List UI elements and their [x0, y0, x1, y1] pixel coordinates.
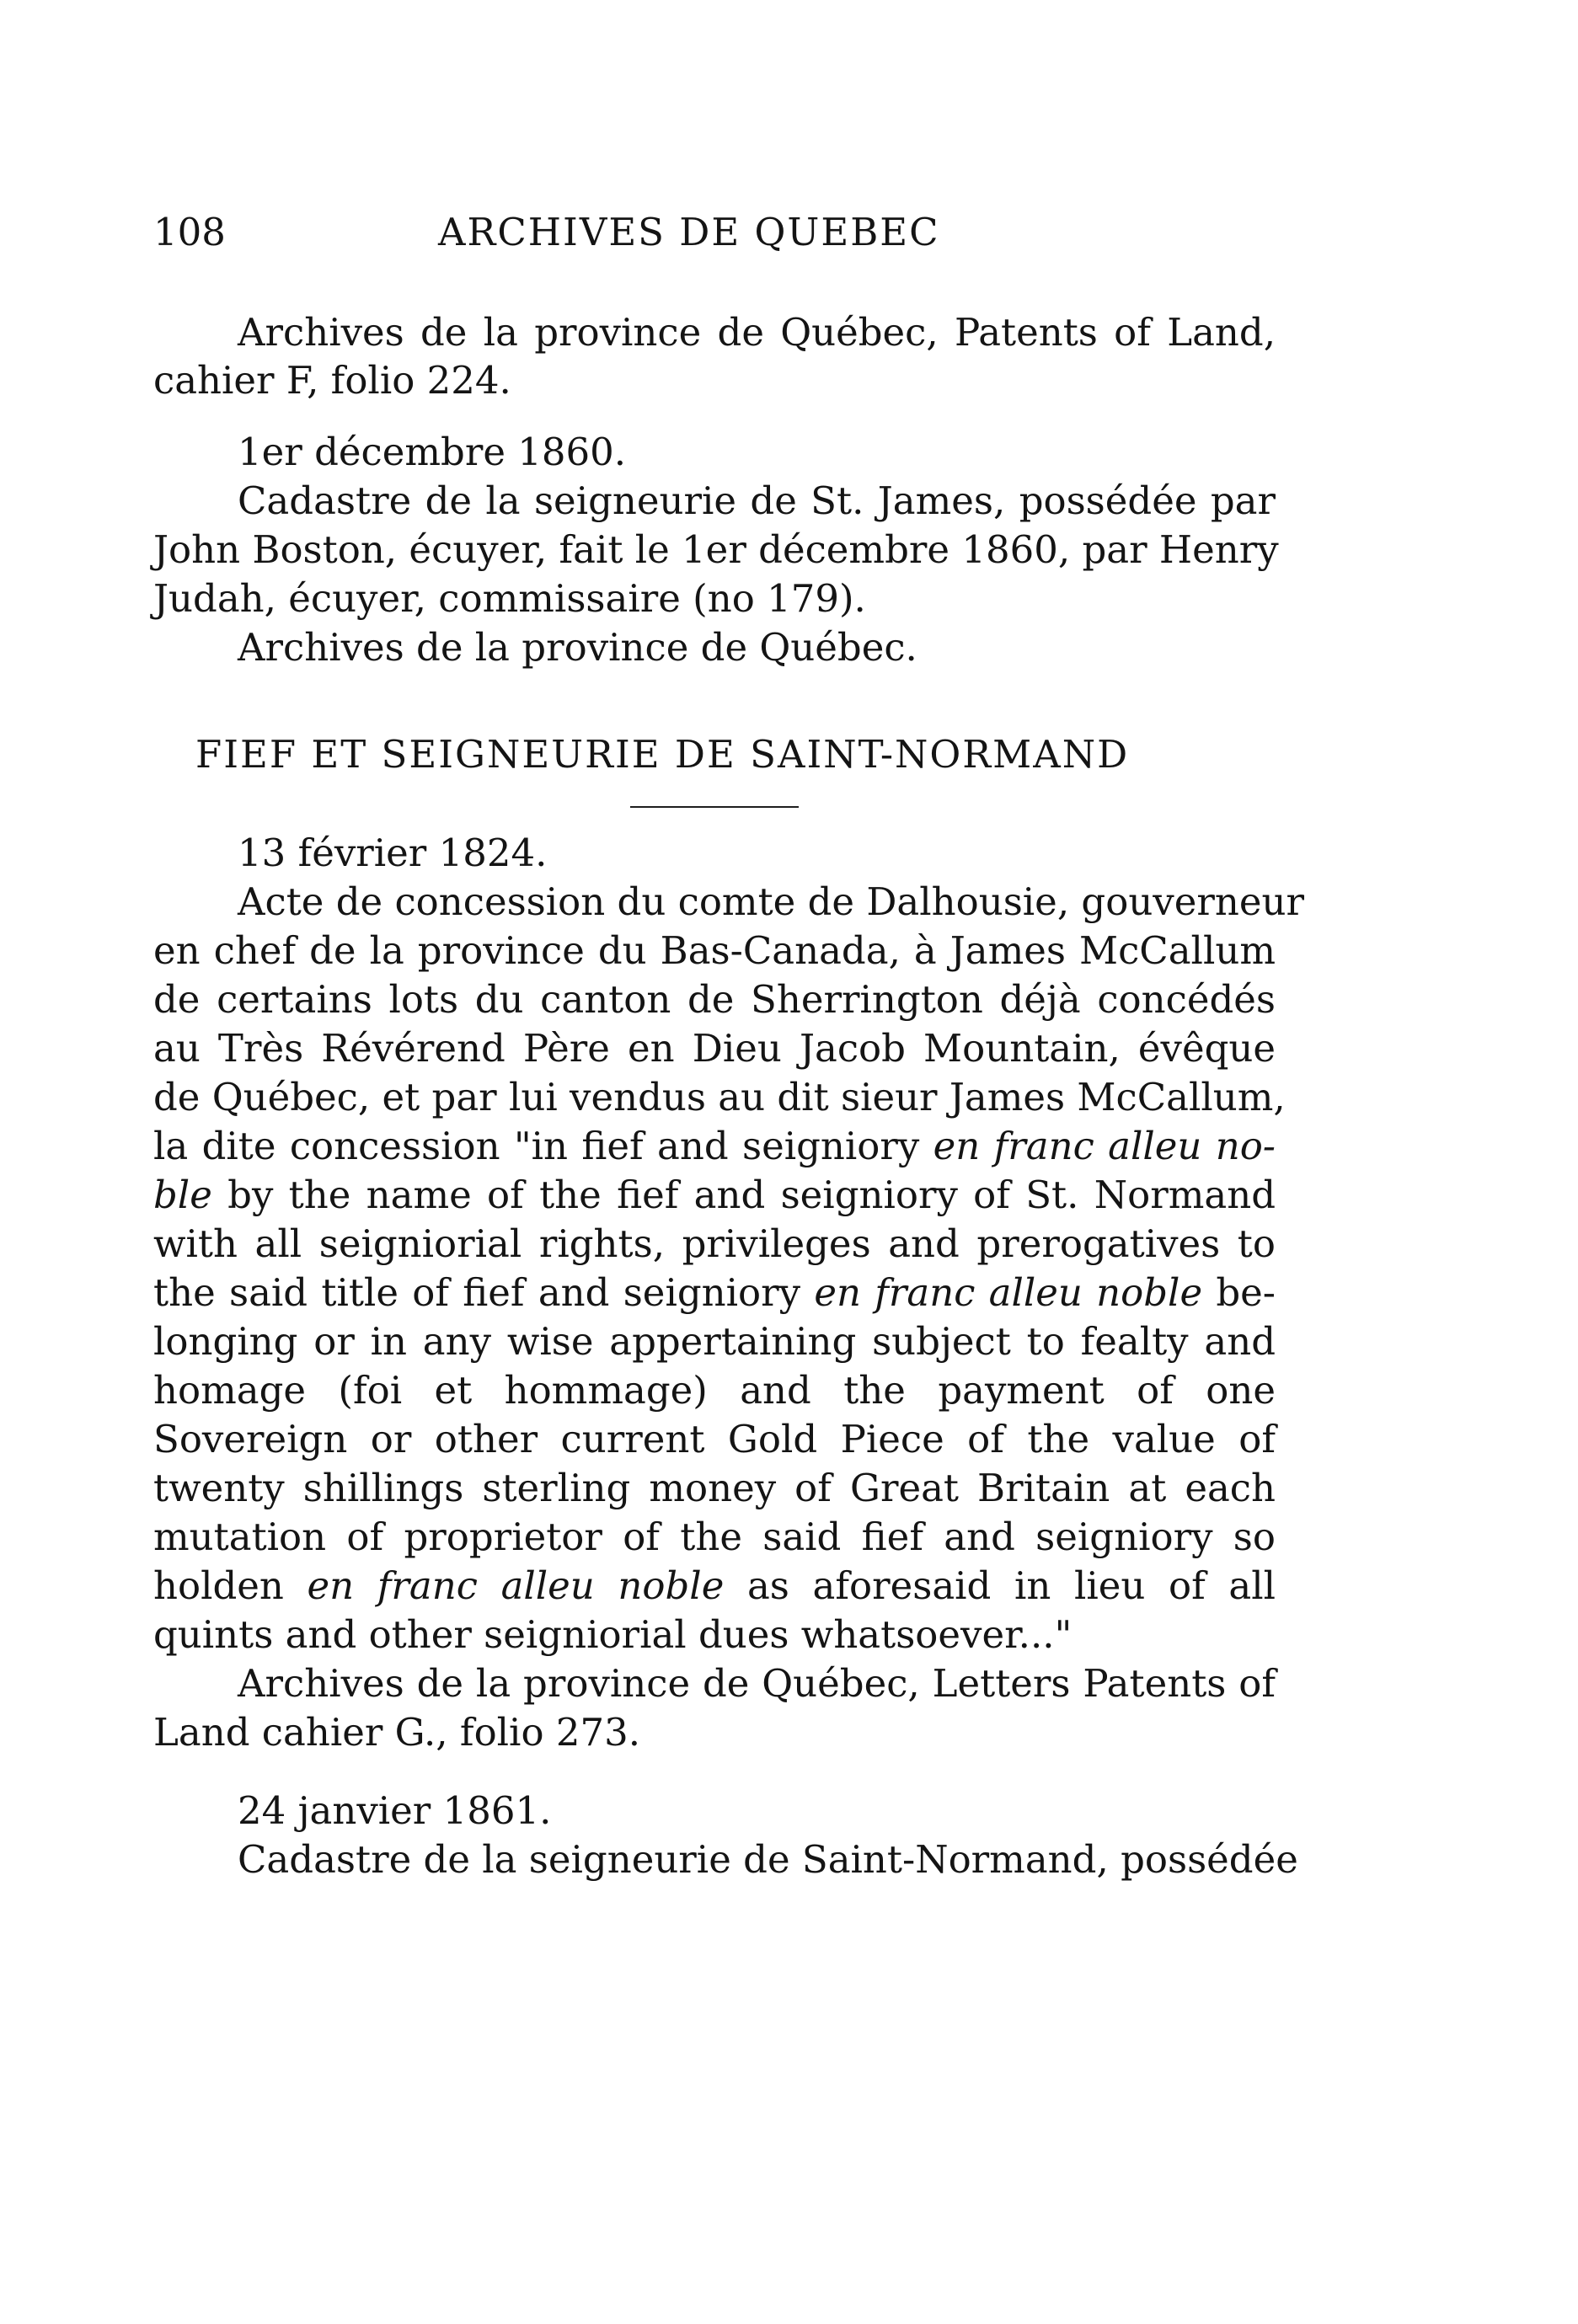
source-line: Land cahier G., folio 273. — [153, 1710, 641, 1755]
text-line — [153, 1563, 1276, 1610]
text-line: longing or in any wise appertaining subject to fealty and — [153, 1319, 1276, 1364]
italic-segment: en franc alleu noble — [814, 1270, 1203, 1315]
source-line: Archives de la province de Québec, Letters Patents of — [238, 1661, 1276, 1706]
text-line: twenty shillings sterling money of Great Britain at each — [153, 1466, 1276, 1510]
text-line: Cadastre de la seigneurie de St. James, possédée par — [238, 478, 1276, 523]
text-line: quints and other seigniorial dues whatsoever..." — [153, 1612, 1073, 1657]
italic-segment: en franc alleu no- — [933, 1124, 1276, 1168]
text-line: au Très Révérend Père en Dieu Jacob Mountain, évêque — [153, 1026, 1276, 1071]
text-segment: as aforesaid in lieu of all — [724, 1563, 1276, 1608]
page-number: 108 — [153, 210, 226, 254]
text-line: mutation of proprietor of the said fief and seigniory so — [153, 1515, 1276, 1559]
section-rule — [630, 806, 799, 808]
text-line: de Québec, et par lui vendus au dit sieur James McCallum, — [153, 1075, 1286, 1119]
text-segment: be- — [1202, 1270, 1276, 1315]
source-line: Archives de la province de Québec. — [238, 625, 917, 670]
section-heading: FIEF ET SEIGNEURIE DE SAINT-NORMAND — [195, 732, 1130, 777]
text-line: John Boston, écuyer, fait le 1er décembre 1860, par Henry — [153, 527, 1279, 572]
text-segment: by the name of the fief and seigniory of St. Normand — [211, 1173, 1276, 1217]
text-line: Judah, écuyer, commissaire (no 179). — [153, 576, 866, 621]
text-line: de certains lots du canton de Sherrington déjà concédés — [153, 977, 1276, 1022]
running-title: ARCHIVES DE QUEBEC — [438, 210, 940, 254]
text-segment: la dite concession "in fief and seigniory — [153, 1124, 933, 1168]
text-line — [153, 1123, 1276, 1170]
text-line: en chef de la province du Bas-Canada, à James McCallum — [153, 928, 1276, 973]
italic-segment: ble — [153, 1173, 212, 1217]
text-line — [153, 1172, 1276, 1219]
entry-date: 1er décembre 1860. — [238, 430, 627, 474]
text-line: cahier F, folio 224. — [153, 358, 511, 403]
text-line: Archives de la province de Québec, Patents of Land, — [238, 310, 1276, 355]
text-line: homage (foi et hommage) and the payment of one — [153, 1368, 1276, 1413]
text-line: Acte de concession du comte de Dalhousie, gouverneur — [238, 879, 1304, 924]
text-segment: the said title of fief and seigniory — [153, 1270, 815, 1315]
italic-segment: en franc alleu noble — [307, 1563, 725, 1608]
entry-date: 13 février 1824. — [238, 831, 548, 875]
entry-date: 24 janvier 1861. — [238, 1788, 552, 1833]
text-line: Sovereign or other current Gold Piece of the value of — [153, 1417, 1276, 1461]
text-line: with all seigniorial rights, privileges and prerogatives to — [153, 1221, 1276, 1266]
text-segment: holden — [153, 1563, 308, 1608]
text-line — [153, 1269, 1276, 1317]
text-line: Cadastre de la seigneurie de Saint-Normand, possédée — [238, 1837, 1298, 1882]
